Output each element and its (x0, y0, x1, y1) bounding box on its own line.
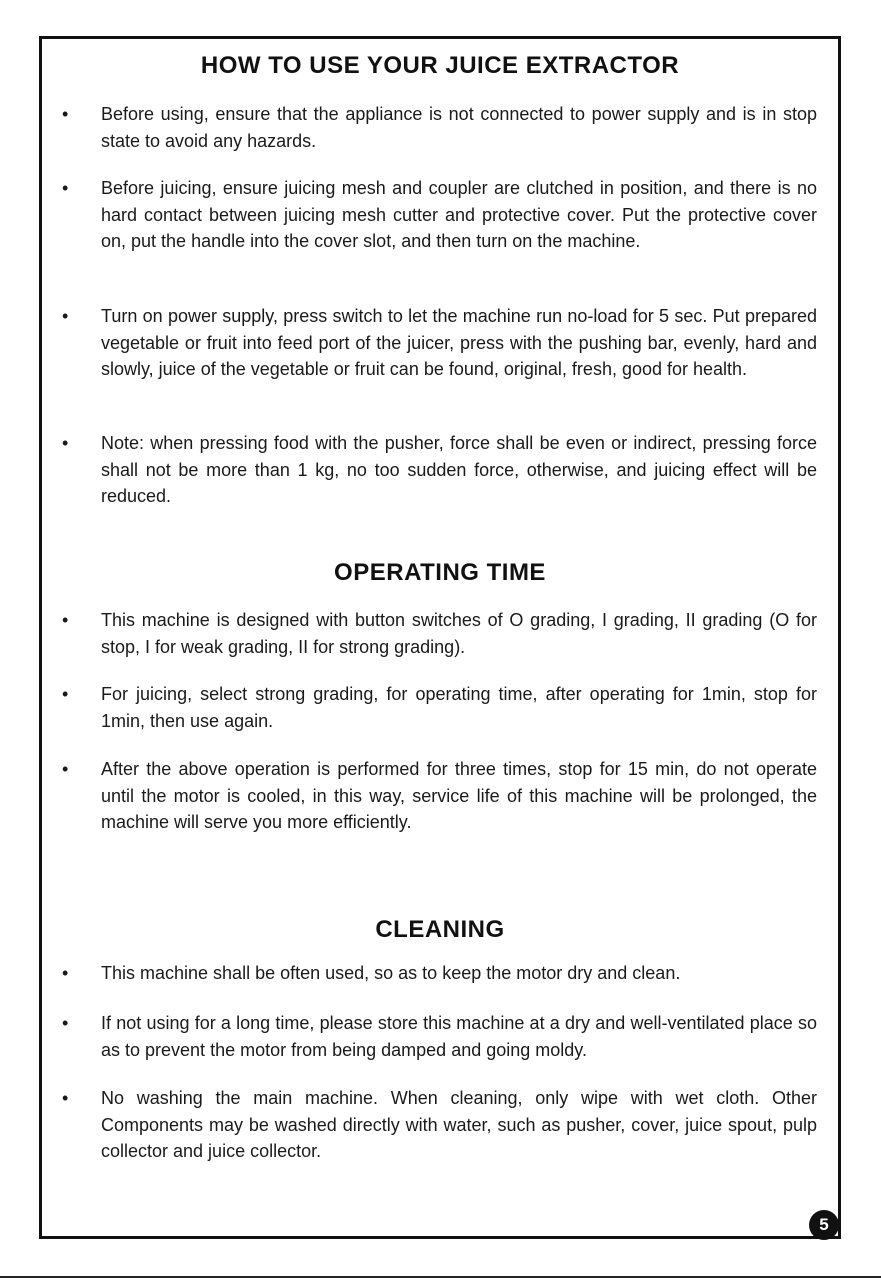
section-title-how-to-use: HOW TO USE YOUR JUICE EXTRACTOR (200, 52, 680, 79)
bullet: • (62, 306, 69, 326)
bottom-divider (0, 1276, 881, 1278)
bullet: • (62, 684, 69, 704)
page-number-badge: 5 (809, 1210, 839, 1240)
list-item: Before juicing, ensure juicing mesh and coupler are clutched in position, and there is no hard contact between juicing mesh cutter and protective cover. Put the protective cover on, put the handle into the cover slot, and then turn on the machine. (101, 178, 817, 251)
bullet: • (62, 1013, 69, 1033)
bullet: • (62, 759, 69, 779)
section-title-cleaning: CLEANING (375, 916, 505, 943)
bullet: • (62, 963, 69, 983)
bullet: • (62, 178, 69, 198)
bullet: • (62, 610, 69, 630)
bullet: • (62, 104, 69, 124)
list-item: No washing the main machine. When cleaning, only wipe with wet cloth. Other Components may be washed directly with water, such as pusher, cover, juice spout, pulp collector and juice collector. (101, 1088, 817, 1161)
list-item: This machine is designed with button switches of O grading, I grading, II grading (O for stop, I for weak grading, II for strong grading). (101, 610, 817, 657)
list-item: For juicing, select strong grading, for operating time, after operating for 1min, stop for 1min, then use again. (101, 684, 817, 731)
list-item: This machine shall be often used, so as to keep the motor dry and clean. (101, 963, 681, 983)
list-item: Turn on power supply, press switch to let the machine run no-load for 5 sec. Put prepared vegetable or fruit into feed port of the juicer, press with the pushing bar, evenly, hard and slowly, juice of the vegetable or fruit can be found, original, fresh, good for health. (101, 306, 817, 379)
section-title-operating-time: OPERATING TIME (334, 559, 546, 586)
list-item: If not using for a long time, please store this machine at a dry and well-ventilated place so as to prevent the motor from being damped and going moldy. (101, 1013, 817, 1060)
bullet: • (62, 433, 69, 453)
list-item: After the above operation is performed for three times, stop for 15 min, do not operate until the motor is cooled, in this way, service life of this machine will be prolonged, the machine will serve you more efficiently. (101, 759, 817, 832)
list-item: Before using, ensure that the appliance is not connected to power supply and is in stop state to avoid any hazards. (101, 104, 817, 151)
list-item: Note: when pressing food with the pusher, force shall be even or indirect, pressing force shall not be more than 1 kg, no too sudden force, otherwise, and juicing effect will be reduced. (101, 433, 817, 506)
page-frame (39, 36, 841, 1239)
bullet: • (62, 1088, 69, 1108)
